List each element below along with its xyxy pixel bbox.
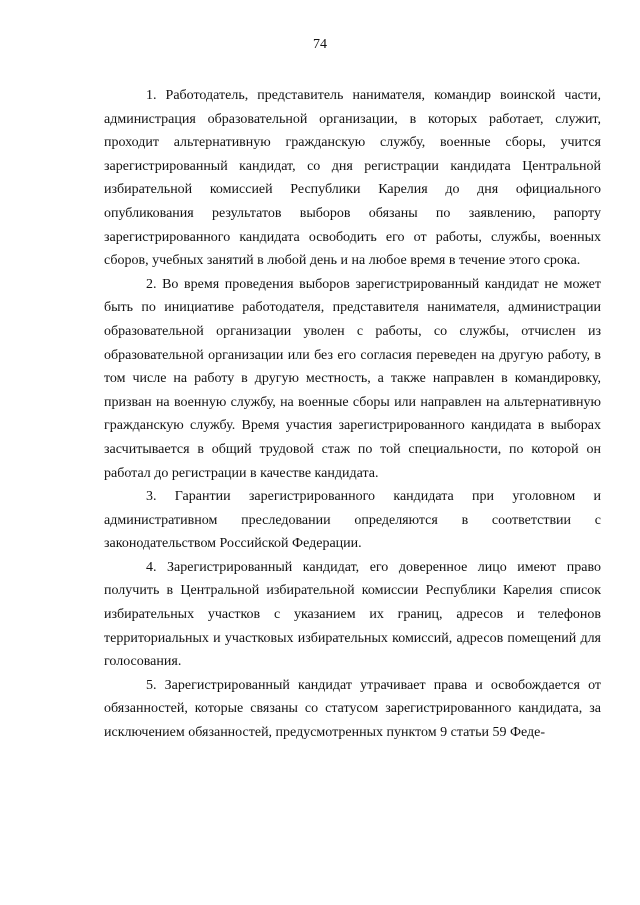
paragraph-4: 4. Зарегистрированный кандидат, его доверенное лицо имеют право получить в Центральной избирательной комиссии Республики Карелия список избирательных участков с указанием их границ, адресов и телефонов территориальных и участковых избирательных комиссий, адресов помещений для голосования. bbox=[104, 559, 601, 670]
document-body bbox=[104, 84, 601, 745]
paragraph-5: 5. Зарегистрированный кандидат утрачивает права и освобождается от обязанностей, которые связаны со статусом зарегистрированного кандидата, за исключением обязанностей, предусмотренных пунктом 9 статьи 59 Феде- bbox=[104, 677, 601, 741]
page-number: 74 bbox=[313, 37, 327, 52]
paragraph-2: 2. Во время проведения выборов зарегистрированный кандидат не может быть по инициативе работодателя, представителя нанимателя, администрации образовательной организации уволен с работы, со службы, отчислен из образовательной организации или без его согласия переведен на другую работу, в том числе на работу в другую местность, а также направлен в командировку, призван на военную службу, на военные сборы или направлен на альтернативную гражданскую службу. Время участия зарегистрированного кандидата в выборах засчитывается в общий трудовой стаж по той специальности, по которой он работал до регистрации в качестве кандидата. bbox=[104, 276, 601, 481]
paragraph-1: 1. Работодатель, представитель нанимателя, командир воинской части, администрация образовательной организации, в которых работает, служит, проходит альтернативную гражданскую службу, военные сборы, учится зарегистрированный кандидат, со дня регистрации кандидата Центральной избирательной комиссией Республики Карелия до дня официального опубликования результатов выборов обязаны по заявлению, рапорту зарегистрированного кандидата освободить его от работы, службы, военных сборов, учебных занятий в любой день и на любое время в течение этого срока. bbox=[104, 88, 601, 269]
paragraph-3: 3. Гарантии зарегистрированного кандидата при уголовном и административном преследовании определяются в соответствии с законодательством Российской Федерации. bbox=[104, 489, 601, 552]
